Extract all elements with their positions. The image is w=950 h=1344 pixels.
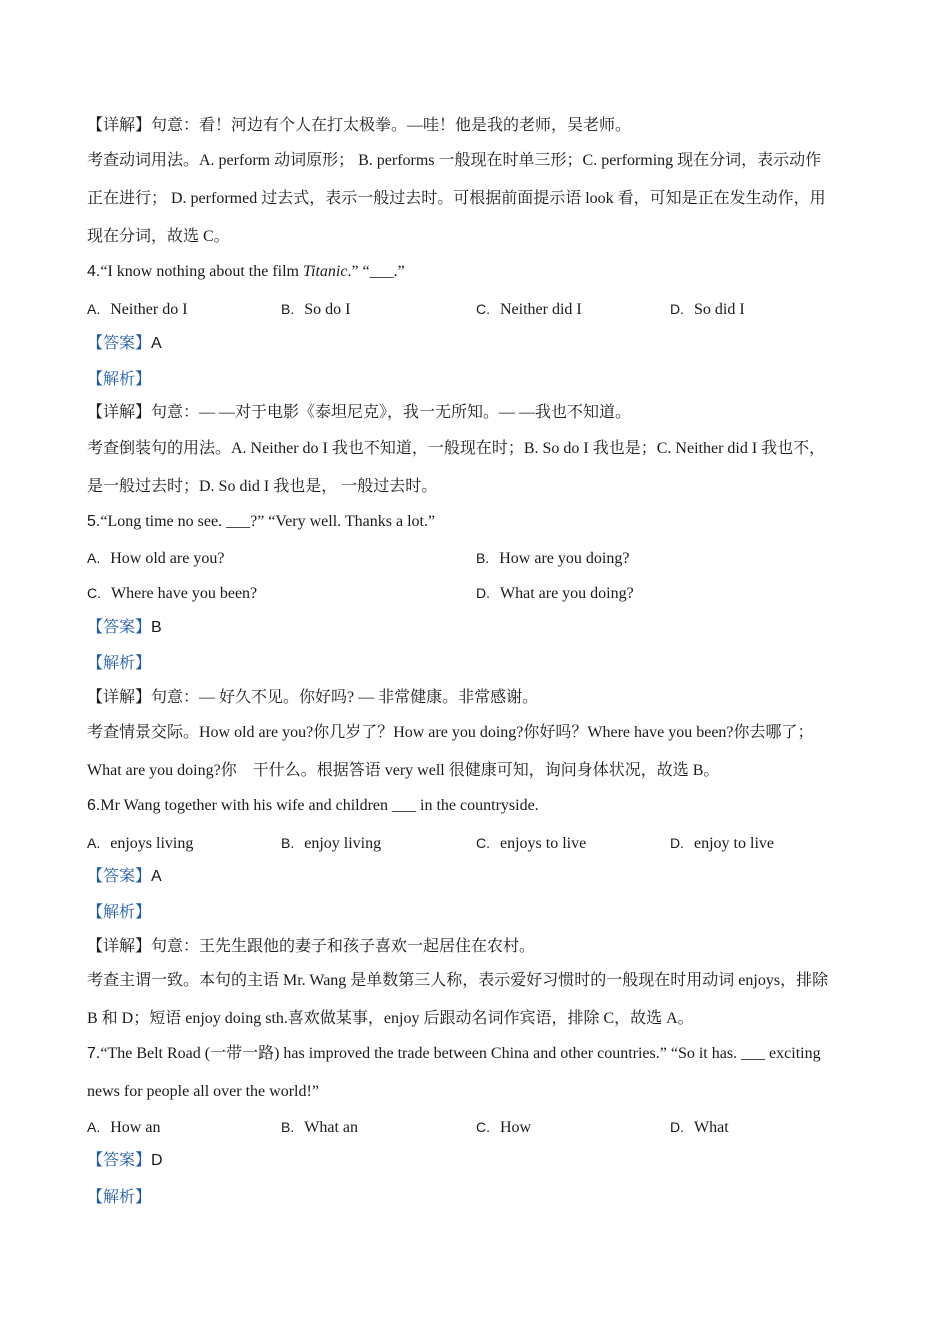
q6-stem xyxy=(87,795,867,817)
q5-answer xyxy=(87,617,867,639)
q6-option-d: D. enjoy to live xyxy=(670,835,774,852)
q6-number: 6. xyxy=(87,797,101,814)
q5-explanation-line-1: 考查情景交际。How old are you?你几岁了？How are you doing?你好吗？Where have you been?你去哪了； xyxy=(87,724,814,741)
q6-explanation-line-2: B 和 D；短语 enjoy doing sth.喜欢做某事，enjoy 后跟动名词作宾语，排除 C，故选 A。 xyxy=(87,1010,694,1027)
q7-stem-line-1 xyxy=(87,1043,867,1065)
q7-option-a: A. How an xyxy=(87,1119,161,1136)
q7-option-d: D. What xyxy=(670,1119,729,1136)
q6-stem-text: Mr Wang together with his wife and children ___ in the countryside. xyxy=(100,797,539,814)
q5-option-d: D. What are you doing? xyxy=(476,585,634,602)
q3-detail: 【详解】句意：看！河边有个人在打太极拳。—哇！他是我的老师，吴老师。 xyxy=(87,117,632,134)
answer-tag: 【答案】 xyxy=(87,868,152,885)
q7-number: 7. xyxy=(87,1045,101,1062)
q7-stem-text: “The Belt Road (一带一路) has improved the trade between China and other countries.” “So it has. ___ exciting xyxy=(100,1045,821,1062)
answer-value: B xyxy=(151,619,162,636)
q4-analysis-tag: 【解析】 xyxy=(87,371,152,388)
q7-option-b: B. What an xyxy=(281,1119,358,1136)
q3-explanation-line-3: 现在分词，故选 C。 xyxy=(87,228,230,245)
answer-value: D xyxy=(151,1152,163,1169)
q5-stem xyxy=(87,511,867,533)
answer-tag: 【答案】 xyxy=(87,335,152,352)
q5-option-b: B. How are you doing? xyxy=(476,550,630,567)
q5-detail: 【详解】句意：— 好久不见。你好吗? — 非常健康。非常感谢。 xyxy=(87,689,539,706)
q4-answer xyxy=(87,333,867,355)
q5-option-c: C. Where have you been? xyxy=(87,585,258,602)
q6-option-c: C. enjoys to live xyxy=(476,835,587,852)
q6-option-a: A. enjoys living xyxy=(87,835,194,852)
q7-stem-line-2: news for people all over the world!” xyxy=(87,1083,319,1100)
answer-value: A xyxy=(151,868,162,885)
q4-film-title: Titanic xyxy=(302,263,348,280)
q6-explanation-line-1: 考查主谓一致。本句的主语 Mr. Wang 是单数第三人称，表示爱好习惯时的一般现在时用动词 enjoys，排除 xyxy=(87,972,829,989)
q6-answer xyxy=(87,866,867,888)
q6-detail: 【详解】句意：王先生跟他的妻子和孩子喜欢一起居住在农村。 xyxy=(87,938,536,955)
q3-explanation-line-1: 考查动词用法。A. perform 动词原形； B. performs 一般现在时单三形；C. performing 现在分词，表示动作 xyxy=(87,152,822,169)
q4-detail: 【详解】句意：— —对于电影《泰坦尼克》，我一无所知。— —我也不知道。 xyxy=(87,404,632,421)
q5-option-a: A. How old are you? xyxy=(87,550,225,567)
q3-explanation-line-2: 正在进行； D. performed 过去式，表示一般过去时。可根据前面提示语 look 看，可知是正在发生动作，用 xyxy=(87,190,826,207)
answer-tag: 【答案】 xyxy=(87,619,152,636)
q6-option-b: B. enjoy living xyxy=(281,835,382,852)
q4-explanation-line-1: 考查倒装句的用法。A. Neither do I 我也不知道，一般现在时；B. So do I 我也是；C. Neither did I 我也不， xyxy=(87,440,826,457)
q4-option-d: D. So did I xyxy=(670,301,745,318)
q7-option-c: C. How xyxy=(476,1119,532,1136)
q5-number: 5. xyxy=(87,513,101,530)
q4-explanation-line-2: 是一般过去时；D. So did I 我也是， 一般过去时。 xyxy=(87,478,438,495)
q4-option-c: C. Neither did I xyxy=(476,301,582,318)
q4-stem-part-2: .” “___.” xyxy=(347,263,405,280)
q4-stem-part-1: “I know nothing about the film xyxy=(100,263,303,280)
q4-option-a: A. Neither do I xyxy=(87,301,188,318)
q5-explanation-line-2: What are you doing?你 干什么。根据答语 very well 很健康可知，询问身体状况，故选 B。 xyxy=(87,762,720,779)
q7-analysis-tag: 【解析】 xyxy=(87,1189,152,1206)
answer-value: A xyxy=(151,335,162,352)
answer-tag: 【答案】 xyxy=(87,1152,152,1169)
q4-option-b: B. So do I xyxy=(281,301,351,318)
q5-analysis-tag: 【解析】 xyxy=(87,655,152,672)
q4-number: 4. xyxy=(87,263,101,280)
q5-stem-text: “Long time no see. ___?” “Very well. Thanks a lot.” xyxy=(100,513,436,530)
q6-analysis-tag: 【解析】 xyxy=(87,904,152,921)
q4-stem xyxy=(87,261,867,283)
q7-answer xyxy=(87,1150,867,1172)
